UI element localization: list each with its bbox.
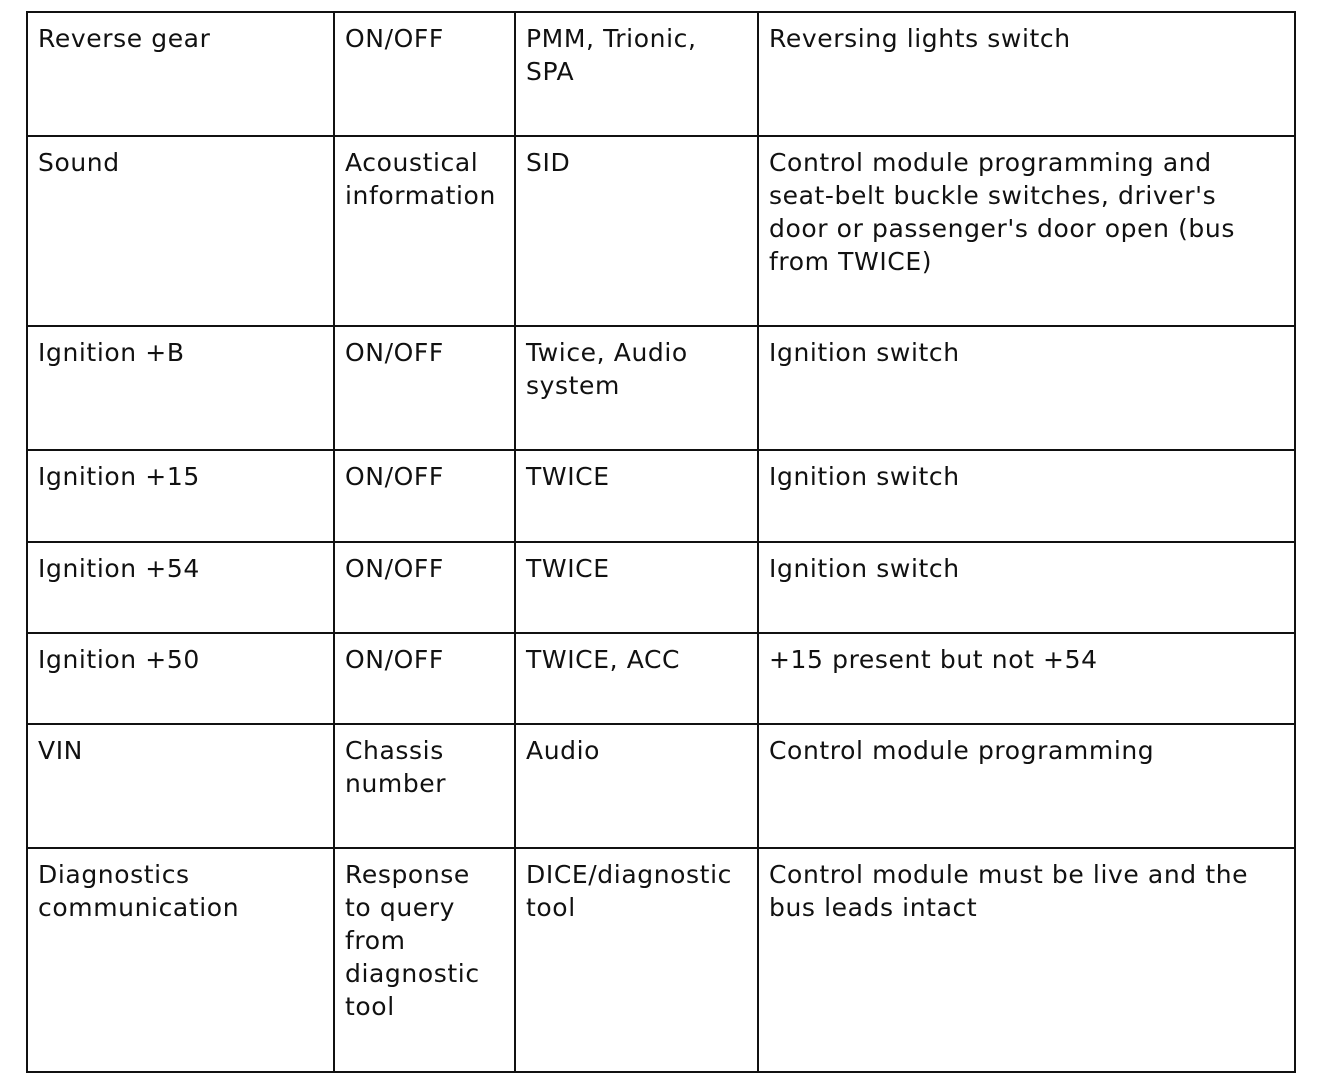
table-cell: Chassis number (334, 724, 515, 848)
table-cell: PMM, Trionic, SPA (515, 12, 758, 136)
table-cell: TWICE (515, 542, 758, 633)
table-cell: Control module must be live and the bus leads intact (758, 848, 1295, 1072)
table-row (27, 724, 1295, 848)
table-cell: Control module programming and seat-belt buckle switches, driver's door or passenger's door open (bus from TWICE) (758, 136, 1295, 326)
table-row (27, 326, 1295, 450)
table-cell: Ignition switch (758, 450, 1295, 542)
table-row (27, 633, 1295, 724)
signal-table (26, 11, 1296, 1073)
table-cell: ON/OFF (334, 542, 515, 633)
table-cell: Audio (515, 724, 758, 848)
table-cell: Ignition +B (27, 326, 334, 450)
table-cell: Response to query from diagnostic tool (334, 848, 515, 1072)
table-cell: Ignition +54 (27, 542, 334, 633)
table-cell: Ignition +50 (27, 633, 334, 724)
table-cell: ON/OFF (334, 450, 515, 542)
table-cell: Ignition +15 (27, 450, 334, 542)
table-cell: Control module programming (758, 724, 1295, 848)
table-cell: Reversing lights switch (758, 12, 1295, 136)
table-row (27, 450, 1295, 542)
table-cell: Diagnostics communication (27, 848, 334, 1072)
table-cell: +15 present but not +54 (758, 633, 1295, 724)
table-cell: Ignition switch (758, 326, 1295, 450)
table-row (27, 12, 1295, 136)
table-cell: Reverse gear (27, 12, 334, 136)
table-cell: Ignition switch (758, 542, 1295, 633)
table-row (27, 848, 1295, 1072)
table-cell: Twice, Audio system (515, 326, 758, 450)
table-cell: ON/OFF (334, 326, 515, 450)
table-cell: TWICE (515, 450, 758, 542)
table-cell: Acoustical information (334, 136, 515, 326)
table-row (27, 136, 1295, 326)
table-cell: TWICE, ACC (515, 633, 758, 724)
table-row (27, 542, 1295, 633)
table-cell: SID (515, 136, 758, 326)
table-cell: Sound (27, 136, 334, 326)
table-cell: ON/OFF (334, 12, 515, 136)
table-cell: DICE/diagnostic tool (515, 848, 758, 1072)
table-cell: VIN (27, 724, 334, 848)
table-cell: ON/OFF (334, 633, 515, 724)
